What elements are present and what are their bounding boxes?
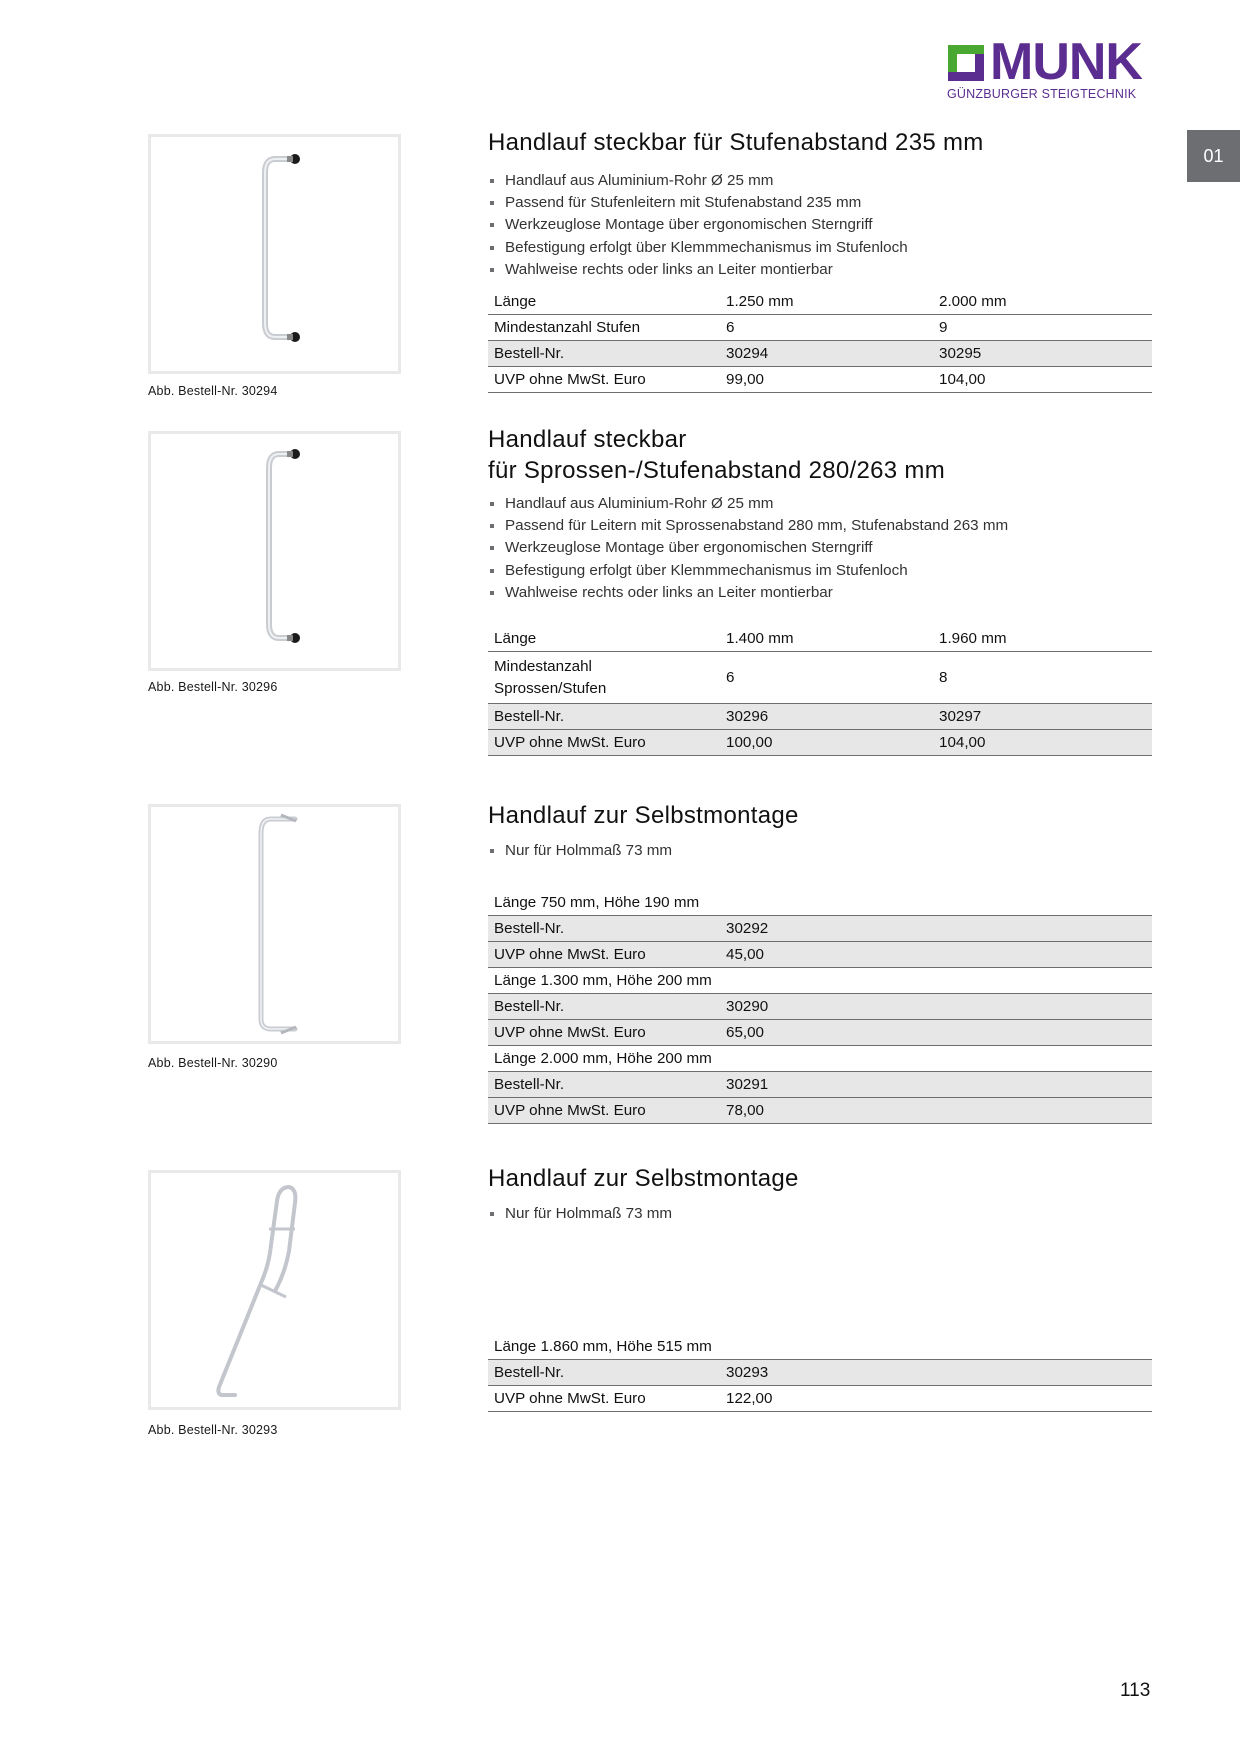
page-number: 113 — [1120, 1680, 1151, 1701]
table-row — [488, 626, 1152, 652]
table-cell: 30290 — [720, 994, 1152, 1020]
table-cell: 30293 — [720, 1360, 1152, 1386]
cell-text: Mindestanzahl Sprossen/Stufen — [494, 657, 607, 697]
table-cell: 104,00 — [933, 367, 1152, 393]
image-caption: Abb. Bestell-Nr. 30296 — [148, 680, 278, 694]
table-cell: Länge — [488, 626, 720, 652]
spec-table — [488, 626, 1152, 756]
table-cell: 2.000 mm — [933, 289, 1152, 315]
feature-item: Passend für Stufenleitern mit Stufenabstand 235 mm — [488, 192, 908, 214]
table-cell: UVP ohne MwSt. Euro — [488, 367, 720, 393]
table-cell: 6 — [720, 315, 933, 341]
table-row — [488, 1098, 1152, 1124]
table-cell: 30294 — [720, 341, 933, 367]
feature-item: Wahlweise rechts oder links an Leiter montierbar — [488, 259, 908, 281]
table-cell: UVP ohne MwSt. Euro — [488, 1386, 720, 1412]
table-cell: Länge — [488, 289, 720, 315]
feature-item: Handlauf aus Aluminium-Rohr Ø 25 mm — [488, 493, 1008, 515]
handrail-self-assembly-icon — [151, 807, 398, 1041]
munk-logo-mark-icon — [948, 45, 984, 81]
handrail-angled-icon — [151, 1173, 398, 1407]
feature-item: Befestigung erfolgt über Klemmmechanismus im Stufenloch — [488, 237, 908, 259]
table-cell: 30297 — [933, 704, 1152, 730]
table-cell: 30291 — [720, 1072, 1152, 1098]
product-title: Handlauf steckbar für Stufenabstand 235 mm — [488, 129, 984, 156]
chapter-tab: 01 — [1187, 130, 1240, 182]
table-row — [488, 1020, 1152, 1046]
table-row — [488, 289, 1152, 315]
table-row — [488, 942, 1152, 968]
table-row — [488, 1046, 1152, 1072]
table-row — [488, 1334, 1152, 1360]
feature-item: Handlauf aus Aluminium-Rohr Ø 25 mm — [488, 170, 908, 192]
table-cell: 45,00 — [720, 942, 1152, 968]
table-cell: 100,00 — [720, 730, 933, 756]
feature-item: Nur für Holmmaß 73 mm — [488, 840, 672, 862]
spec-table — [488, 289, 1152, 393]
product-title-line2: für Sprossen-/Stufenabstand 280/263 mm — [488, 457, 945, 484]
feature-list — [488, 840, 672, 862]
table-cell: 30292 — [720, 916, 1152, 942]
table-row — [488, 890, 1152, 916]
table-cell: Bestell-Nr. — [488, 1072, 720, 1098]
table-cell: 122,00 — [720, 1386, 1152, 1412]
table-cell: Bestell-Nr. — [488, 704, 720, 730]
table-cell: 30296 — [720, 704, 933, 730]
table-cell: Länge 1.300 mm, Höhe 200 mm — [488, 968, 1152, 994]
table-cell: Länge 1.860 mm, Höhe 515 mm — [488, 1334, 1152, 1360]
table-cell: Bestell-Nr. — [488, 341, 720, 367]
table-cell: 6 — [720, 652, 933, 704]
table-row — [488, 730, 1152, 756]
table-cell: UVP ohne MwSt. Euro — [488, 942, 720, 968]
handrail-plug-in-icon — [151, 137, 398, 371]
table-cell: 8 — [933, 652, 1152, 704]
table-row — [488, 968, 1152, 994]
table-cell: UVP ohne MwSt. Euro — [488, 1020, 720, 1046]
table-row — [488, 652, 1152, 704]
table-row — [488, 341, 1152, 367]
feature-list — [488, 170, 908, 281]
brand-name: MUNK — [990, 33, 1142, 91]
image-caption: Abb. Bestell-Nr. 30293 — [148, 1423, 278, 1437]
table-cell: Mindestanzahl Stufen — [488, 315, 720, 341]
table-cell: 1.250 mm — [720, 289, 933, 315]
feature-item: Werkzeuglose Montage über ergonomischen Sterngriff — [488, 214, 908, 236]
table-cell: 9 — [933, 315, 1152, 341]
product-image-4 — [148, 1170, 401, 1410]
brand-tagline: GÜNZBURGER STEIGTECHNIK — [947, 87, 1137, 101]
table-cell: Länge 750 mm, Höhe 190 mm — [488, 890, 1152, 916]
image-caption: Abb. Bestell-Nr. 30290 — [148, 1056, 278, 1070]
product-title: Handlauf steckbar — [488, 426, 687, 453]
feature-item: Wahlweise rechts oder links an Leiter montierbar — [488, 582, 1008, 604]
image-caption: Abb. Bestell-Nr. 30294 — [148, 384, 278, 398]
handrail-plug-in-icon — [151, 434, 398, 668]
table-cell: 1.960 mm — [933, 626, 1152, 652]
table-row — [488, 704, 1152, 730]
table-row — [488, 1386, 1152, 1412]
spec-table — [488, 1334, 1152, 1412]
table-cell: Bestell-Nr. — [488, 994, 720, 1020]
table-row — [488, 315, 1152, 341]
spec-table — [488, 890, 1152, 1124]
feature-item: Werkzeuglose Montage über ergonomischen Sterngriff — [488, 537, 1008, 559]
table-cell: Bestell-Nr. — [488, 916, 720, 942]
table-cell: 78,00 — [720, 1098, 1152, 1124]
feature-item: Befestigung erfolgt über Klemmmechanismus im Stufenloch — [488, 560, 1008, 582]
table-cell: 1.400 mm — [720, 626, 933, 652]
table-row — [488, 367, 1152, 393]
product-image-2 — [148, 431, 401, 671]
munk-logo — [945, 33, 1155, 110]
table-cell: 30295 — [933, 341, 1152, 367]
table-cell: 99,00 — [720, 367, 933, 393]
feature-list — [488, 493, 1008, 604]
table-cell: 104,00 — [933, 730, 1152, 756]
table-cell — [488, 652, 720, 704]
product-image-3 — [148, 804, 401, 1044]
table-cell: Bestell-Nr. — [488, 1360, 720, 1386]
feature-item: Passend für Leitern mit Sprossenabstand 280 mm, Stufenabstand 263 mm — [488, 515, 1008, 537]
table-cell: 65,00 — [720, 1020, 1152, 1046]
table-cell: UVP ohne MwSt. Euro — [488, 1098, 720, 1124]
feature-list — [488, 1203, 672, 1225]
table-row — [488, 1360, 1152, 1386]
product-title: Handlauf zur Selbstmontage — [488, 802, 799, 829]
table-row — [488, 994, 1152, 1020]
table-cell: Länge 2.000 mm, Höhe 200 mm — [488, 1046, 1152, 1072]
table-row — [488, 916, 1152, 942]
product-title: Handlauf zur Selbstmontage — [488, 1165, 799, 1192]
feature-item: Nur für Holmmaß 73 mm — [488, 1203, 672, 1225]
table-cell: UVP ohne MwSt. Euro — [488, 730, 720, 756]
product-image-1 — [148, 134, 401, 374]
table-row — [488, 1072, 1152, 1098]
